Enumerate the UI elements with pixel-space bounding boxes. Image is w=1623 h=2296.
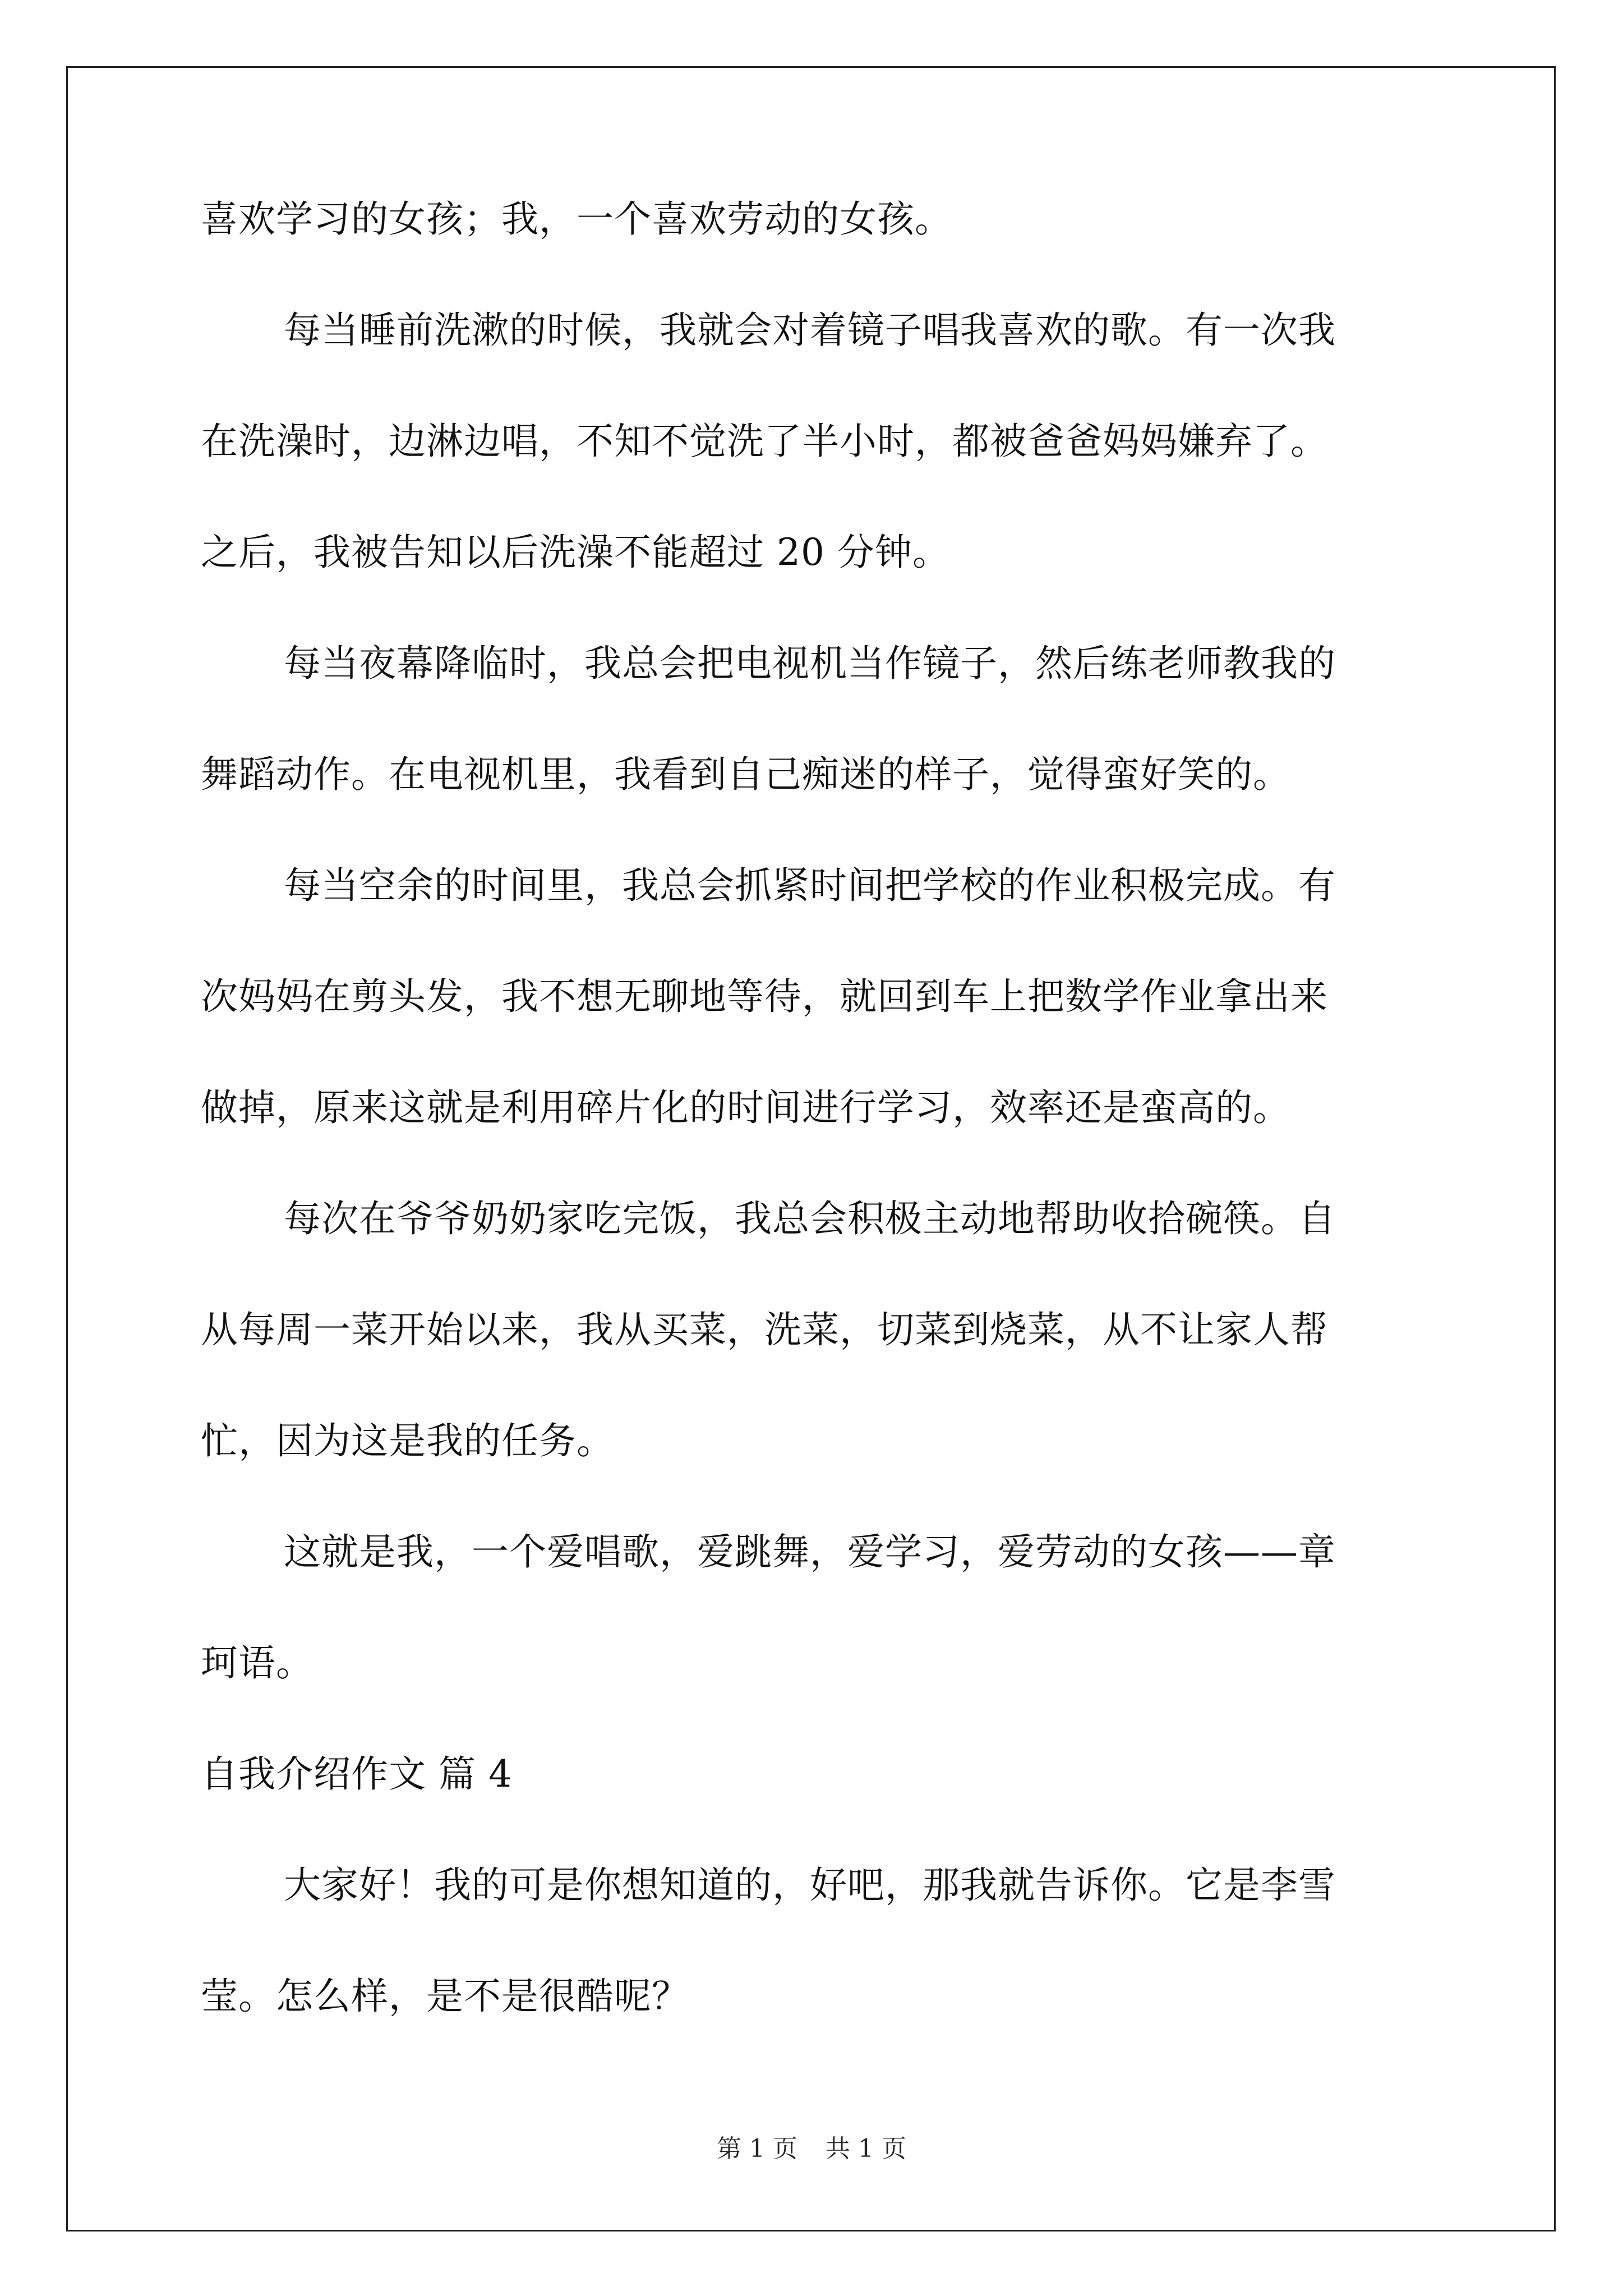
- text-line: 珂语。: [201, 1641, 313, 1685]
- text-line: 每当夜幕降临时，我总会把电视机当作镜子，然后练老师教我的: [284, 642, 1336, 685]
- text-line: 做掉，原来这就是利用碎片化的时间进行学习，效率还是蛮高的。: [201, 1086, 1290, 1129]
- text-line: 之后，我被告知以后洗澡不能超过 20 分钟。: [201, 531, 950, 574]
- text-line: 从每周一菜开始以来，我从买菜，洗菜，切菜到烧菜，从不让家人帮: [201, 1308, 1328, 1351]
- text-line: 在洗澡时，边淋边唱，不知不觉洗了半小时，都被爸爸妈妈嫌弃了。: [201, 420, 1328, 463]
- page-footer: [0, 2135, 1623, 2163]
- text-line: 大家好！我的可是你想知道的，好吧，那我就告诉你。它是李雪: [284, 1864, 1336, 1907]
- text-line: 每次在爷爷奶奶家吃完饭，我总会积极主动地帮助收拾碗筷。自: [284, 1197, 1336, 1240]
- text-line: 每当空余的时间里，我总会抓紧时间把学校的作业积极完成。有: [284, 864, 1336, 907]
- text-line: 喜欢学习的女孩；我，一个喜欢劳动的女孩。: [201, 197, 952, 241]
- text-line: 每当睡前洗漱的时候，我就会对着镜子唱我喜欢的歌。有一次我: [284, 309, 1336, 352]
- page-number-current: 第 1 页: [717, 2134, 797, 2163]
- text-line: 这就是我，一个爱唱歌，爱跳舞，爱学习，爱劳动的女孩——章: [284, 1530, 1336, 1573]
- text-line: 莹。怎么样，是不是很酷呢？: [201, 1975, 689, 2018]
- text-line: 忙，因为这是我的任务。: [201, 1419, 614, 1462]
- text-line: 次妈妈在剪头发，我不想无聊地等待，就回到车上把数学作业拿出来: [201, 975, 1328, 1018]
- section-heading: 自我介绍作文 篇 4: [201, 1752, 513, 1796]
- text-line: 舞蹈动作。在电视机里，我看到自己痴迷的样子，觉得蛮好笑的。: [201, 753, 1290, 796]
- page-number-total: 共 1 页: [826, 2134, 906, 2163]
- document-body: [201, 197, 1423, 2089]
